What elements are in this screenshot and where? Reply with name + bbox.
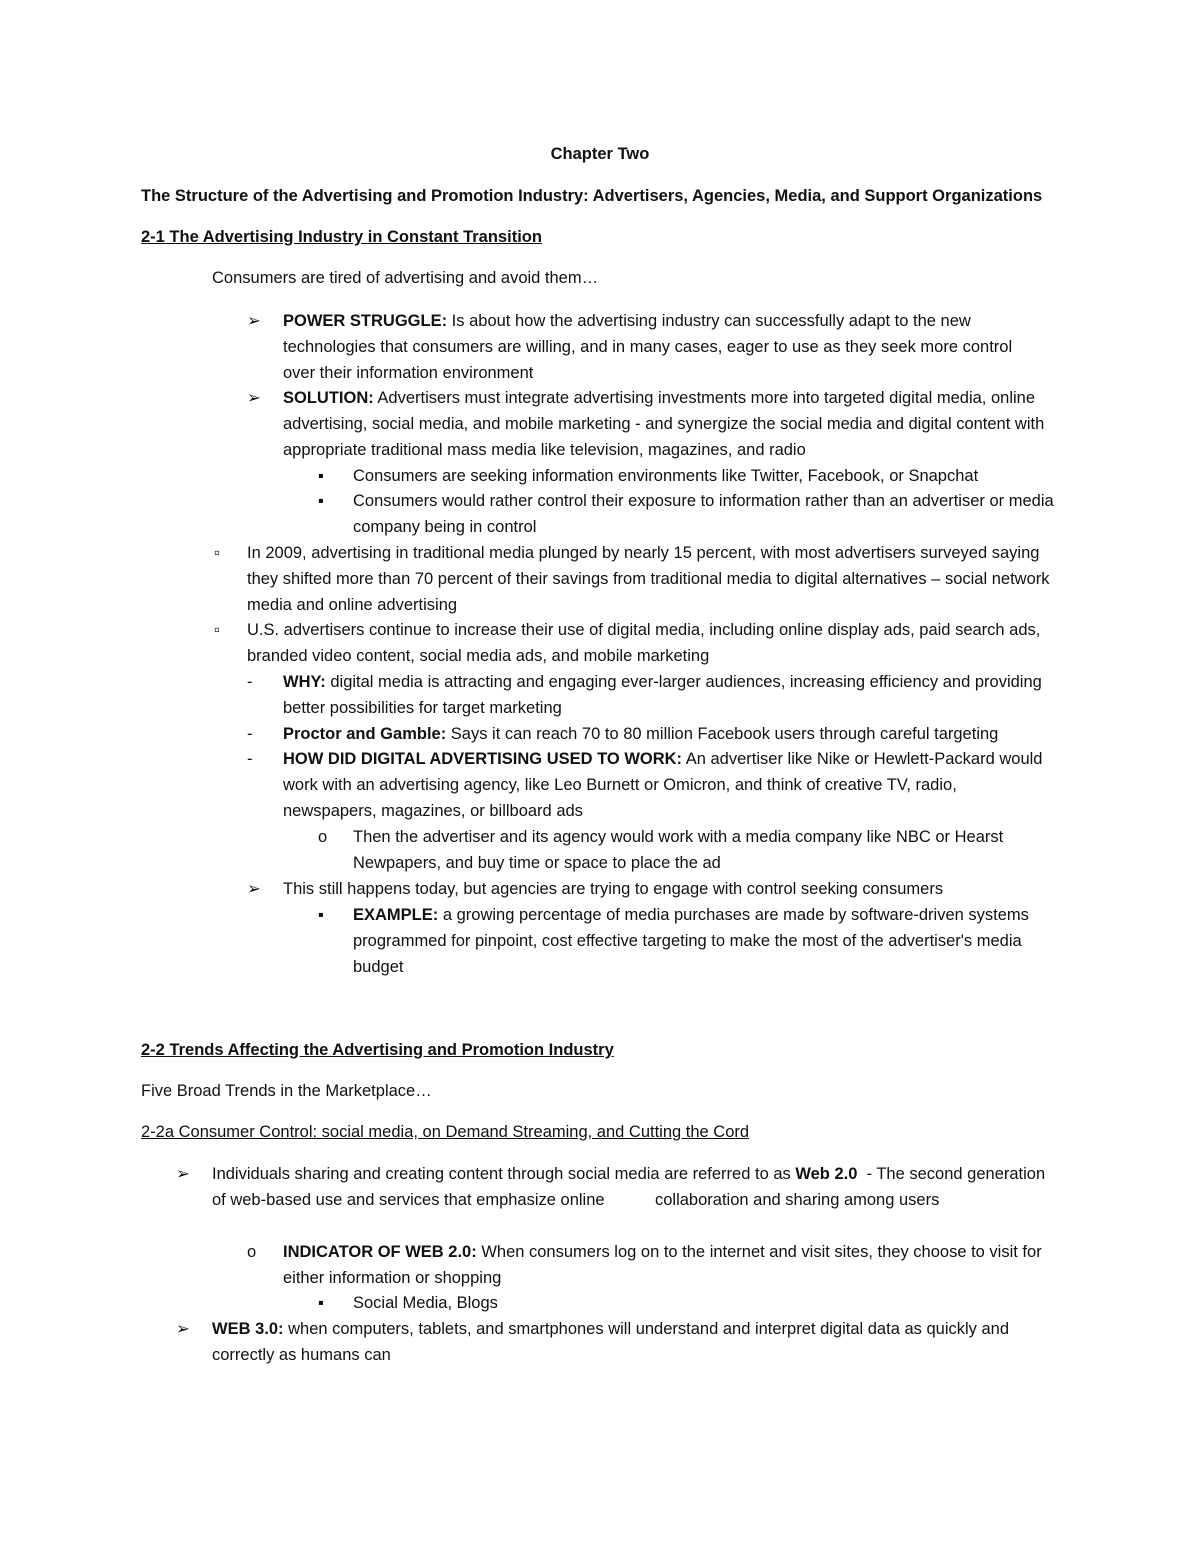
term-label: HOW DID DIGITAL ADVERTISING USED TO WORK: <box>283 750 683 768</box>
list-item-text: Social Media, Blogs <box>353 1294 498 1312</box>
square-bullet-icon: ▪ <box>318 492 324 510</box>
list-item-text <box>212 1316 1062 1368</box>
section-intro: Consumers are tired of advertising and avoid them… <box>212 269 599 287</box>
term-label: WEB 3.0: <box>212 1320 284 1338</box>
term-description: Is about how the advertising industry can successfully adapt to the new technologies that consumers are willing, and in many cases, eager to use as they seek more control over their information environment <box>283 312 1013 382</box>
term-label: WHY: <box>283 673 326 691</box>
arrow-bullet-icon: ➢ <box>176 1165 190 1183</box>
term-description: Says it can reach 70 to 80 million Facebook users through careful targeting <box>446 725 999 743</box>
term-description: An advertiser like Nike or Hewlett-Packard would work with an advertising agency, like Leo Burnett or Omicron, and think of creative TV, radio, newspapers, magazines, or billboard ads <box>283 750 1043 820</box>
list-item-text <box>283 746 1043 824</box>
circle-bullet-icon: o <box>318 828 328 846</box>
item-lead-text: Individuals sharing and creating content through social media are referred to as <box>212 1165 796 1183</box>
list-item-text <box>283 721 1073 747</box>
section-intro: Five Broad Trends in the Marketplace… <box>141 1082 432 1100</box>
section-heading-2-1: 2-1 The Advertising Industry in Constant Transition <box>141 228 542 246</box>
dash-bullet-icon: - <box>247 673 253 691</box>
section-heading-2-2: 2-2 Trends Affecting the Advertising and Promotion Industry <box>141 1041 614 1059</box>
dash-bullet-icon: - <box>247 725 253 743</box>
term-description: - The second generation of web-based use and services that emphasize online collaboration and sharing among users <box>212 1165 1050 1209</box>
hollow-square-bullet-icon: ▫ <box>214 621 220 639</box>
term-label: EXAMPLE: <box>353 906 439 924</box>
list-item-text: This still happens today, but agencies are trying to engage with control seeking consumers <box>283 880 944 898</box>
list-item-text <box>283 385 1063 463</box>
list-item-text: Consumers are seeking information environments like Twitter, Facebook, or Snapchat <box>353 467 979 485</box>
list-item-text: Consumers would rather control their exposure to information rather than an advertiser or media company being in control <box>353 492 1054 536</box>
list-item-text: U.S. advertisers continue to increase their use of digital media, including online display ads, paid search ads, branded video content, social media ads, and mobile marketing <box>247 621 1041 665</box>
term-description: a growing percentage of media purchases are made by software-driven systems programmed for pinpoint, cost effective targeting to make the most of the advertiser's media budget <box>353 906 1029 976</box>
square-bullet-icon: ▪ <box>318 467 324 485</box>
square-bullet-icon: ▪ <box>318 1294 324 1312</box>
list-item-text <box>353 902 1053 980</box>
chapter-title: Chapter Two <box>550 145 650 163</box>
term-label: Proctor and Gamble: <box>283 725 447 743</box>
arrow-bullet-icon: ➢ <box>176 1320 190 1338</box>
dash-bullet-icon: - <box>247 750 253 768</box>
hollow-square-bullet-icon: ▫ <box>214 544 220 562</box>
term-label: POWER STRUGGLE: <box>283 312 448 330</box>
arrow-bullet-icon: ➢ <box>247 312 261 330</box>
list-item-text: Then the advertiser and its agency would work with a media company like NBC or Hearst Newpapers, and buy time or space to place the ad <box>353 828 1004 872</box>
square-bullet-icon: ▪ <box>318 906 324 924</box>
term-label: SOLUTION: <box>283 389 374 407</box>
list-item-text: In 2009, advertising in traditional media plunged by nearly 15 percent, with most advertisers surveyed saying they shifted more than 70 percent of their savings from traditional media to digital alternatives – social network media and online advertising <box>247 544 1050 614</box>
circle-bullet-icon: o <box>247 1243 257 1261</box>
term-label: INDICATOR OF WEB 2.0: <box>283 1243 477 1261</box>
term-label: Web 2.0 <box>795 1165 858 1183</box>
arrow-bullet-icon: ➢ <box>247 389 261 407</box>
list-item-text <box>283 308 1043 386</box>
list-item-text <box>283 1239 1063 1291</box>
list-item-text <box>283 669 1043 721</box>
term-description: when computers, tablets, and smartphones will understand and interpret digital data as quickly and correctly as humans can <box>212 1320 1010 1364</box>
arrow-bullet-icon: ➢ <box>247 880 261 898</box>
term-description: Advertisers must integrate advertising investments more into targeted digital media, online advertising, social media, and mobile marketing - and synergize the social media and digital content with appropriate traditional mass media like television, magazines, and radio <box>283 389 1045 459</box>
term-description: digital media is attracting and engaging ever-larger audiences, increasing efficiency and providing better possibilities for target marketing <box>283 673 1042 717</box>
subsection-heading: 2-2a Consumer Control: social media, on Demand Streaming, and Cutting the Cord <box>141 1123 750 1141</box>
document-subtitle: The Structure of the Advertising and Promotion Industry: Advertisers, Agencies, Media, and Support Organizations <box>141 187 1043 205</box>
list-item-text <box>212 1161 1062 1213</box>
term-description: When consumers log on to the internet and visit sites, they choose to visit for either information or shopping <box>283 1243 1042 1287</box>
